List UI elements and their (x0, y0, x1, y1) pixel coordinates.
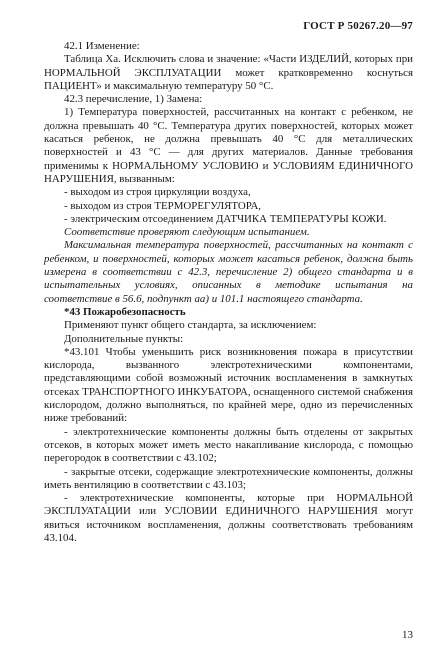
paragraph-table-xa: Таблица Ха. Исключить слова и значение: «Части ИЗДЕЛИЙ, которых при НОРМАЛЬНОЙ ЭКСПЛУАТАЦИИ может кратковременно коснуться ПАЦИЕНТ» и максимальную температуру 50 °С. (44, 53, 413, 92)
compliance-test-note: Соответствие проверяют следующим испытанием. (64, 226, 310, 239)
list-item-partitions: - электротехнические компоненты должны быть отделены от закрытых отсеков, в которых может иметь место накапливание кислорода, с помощью перегородок в соответствии с 43.102; (44, 425, 413, 465)
paragraph-temperature-limits: 1) Температура поверхностей, рассчитанных на контакт с ребенком, не должна превышать 40 °С. Температура других поверхностей, которых может касаться ребенок, не должна превышать 40 °С для металлических поверхностей и 43 °С — для других материалов. Данные требования применимы к НОРМАЛЬНОМУ УСЛОВИЮ и УСЛОВИЯМ ЕДИНИЧНОГО НАРУШЕНИЯ, вызванным: (44, 106, 413, 185)
paragraph-42-1: 42.1 Изменение: (64, 40, 140, 52)
paragraph-general-standard: Применяют пункт общего стандарта, за исключением: (64, 319, 317, 332)
document-body (44, 40, 413, 545)
list-item-ventilation: - закрытые отсеки, содержащие электротехнические компоненты, должны иметь вентиляцию в соответствии с 43.103; (44, 465, 413, 491)
list-item-thermoregulator: - выходом из строя ТЕРМОРЕГУЛЯТОРА, (64, 199, 262, 212)
compliance-test-description: Максимальная температура поверхностей, рассчитанных на контакт с ребенком, и поверхностей, которых может касаться ребенок, должна быть измерена в соответствии с 42.3, перечисление 2) общего стандарта и в испытательных условиях, описанных в методике испытания на соответствие в 56.6, подпункт аа) и 101.1 настоящего стандарта. (44, 239, 413, 305)
paragraph-43-101: *43.101 Чтобы уменьшить риск возникновения пожара в присутствии кислорода, вызванного электротехническими компонентами, представляющими собой возможный источник воспламенения в замкнутых отсеках ТРАНСПОРТНОГО ИНКУБАТОРА, оснащенного системой снабжения кислородом, должно выполняться, по крайней мере, одно из перечисленных ниже требований: (44, 345, 413, 425)
paragraph-42-3: 42.3 перечисление, 1) Замена: (64, 93, 203, 106)
section-heading-fire-safety: *43 Пожаробезопасность (64, 305, 186, 318)
paragraph-additional-clauses: Дополнительные пункты: (64, 332, 184, 345)
list-item-air-circulation: - выходом из строя циркуляции воздуха, (64, 186, 251, 199)
page-number: 13 (402, 629, 413, 641)
standard-designation: ГОСТ Р 50267.20—97 (303, 20, 413, 32)
list-item-ignition-sources: - электротехнические компоненты, которые при НОРМАЛЬНОЙ ЭКСПЛУАТАЦИИ или УСЛОВИИ ЕДИНИЧНОГО НАРУШЕНИЯ могут явиться источником воспламенения, должны соответствовать требованиям 43.104. (44, 492, 413, 544)
list-item-skin-sensor: - электрическим отсоединением ДАТЧИКА ТЕМПЕРАТУРЫ КОЖИ. (64, 212, 387, 225)
